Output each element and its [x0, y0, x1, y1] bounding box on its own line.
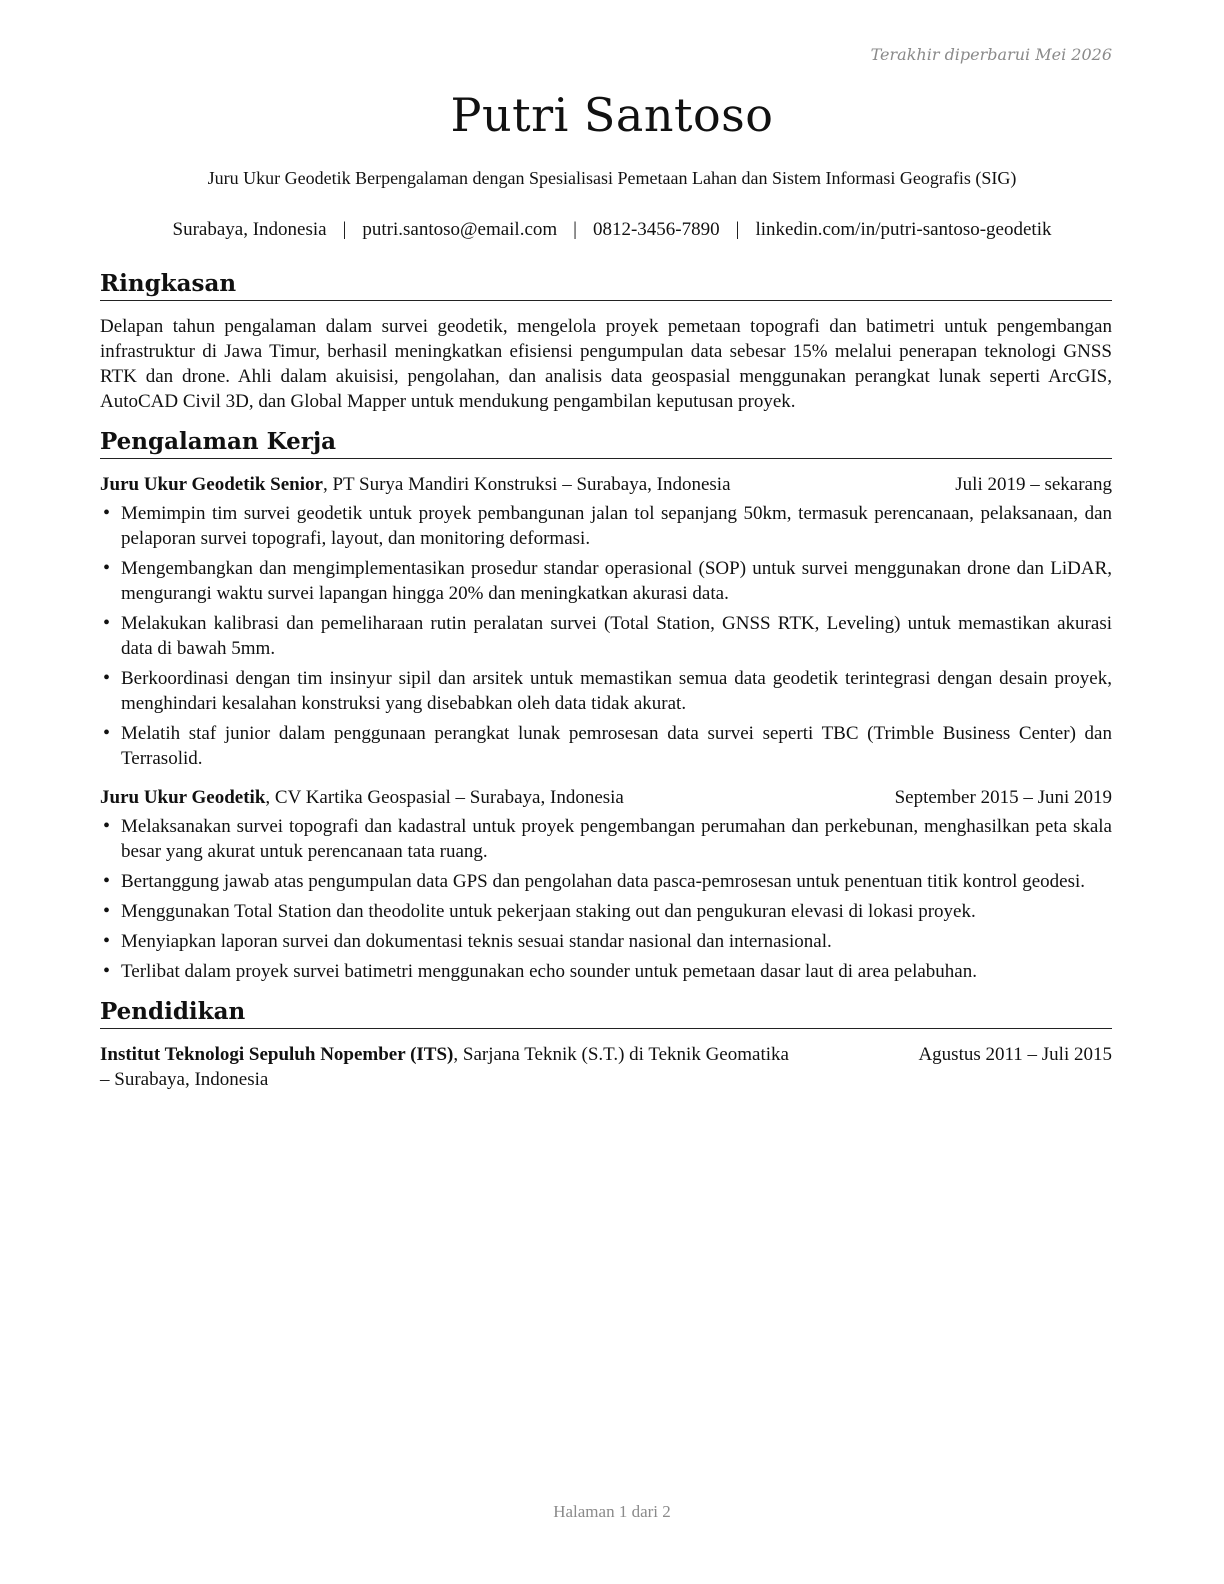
- section-title-experience: Pengalaman Kerja: [100, 428, 1112, 459]
- education-header: [100, 1042, 1112, 1067]
- bullet-item: • Terlibat dalam proyek survei batimetri menggunakan echo sounder untuk pemetaan dasar laut di area pelabuhan.: [100, 959, 1112, 984]
- contact-separator: |: [342, 219, 347, 240]
- education-degree: , Sarjana Teknik (S.T.) di Teknik Geomatika: [453, 1044, 789, 1065]
- education-institution: Institut Teknologi Sepuluh Nopember (ITS): [100, 1044, 454, 1065]
- job-entry: [100, 472, 1112, 771]
- resume-content: [100, 270, 1112, 1092]
- bullet-item: • Menggunakan Total Station dan theodolite untuk pekerjaan staking out dan pengukuran elevasi di lokasi proyek.: [100, 899, 1112, 924]
- job-entry: [100, 785, 1112, 984]
- contact-location: Surabaya, Indonesia: [172, 219, 327, 240]
- professional-tagline: Juru Ukur Geodetik Berpengalaman dengan Spesialisasi Pemetaan Lahan dan Sistem Informasi Geografis (SIG): [207, 168, 1017, 188]
- summary-text: Delapan tahun pengalaman dalam survei geodetik, mengelola proyek pemetaan topografi dan batimetri untuk pengembangan infrastruktur di Jawa Timur, berhasil meningkatkan efisiensi pengumpulan data sebesar 15% melalui penerapan teknologi GNSS RTK dan drone. Ahli dalam akuisisi, pengolahan, dan analisis data geospasial menggunakan perangkat lunak seperti ArcGIS, AutoCAD Civil 3D, dan Global Mapper untuk mendukung pengambilan keputusan proyek.: [100, 316, 1112, 412]
- job-company: , CV Kartika Geospasial – Surabaya, Indonesia: [265, 787, 624, 808]
- section-title-education: Pendidikan: [100, 998, 1112, 1029]
- job-title: Juru Ukur Geodetik Senior: [100, 474, 323, 495]
- job-header: [100, 785, 1112, 810]
- job-bullets: [100, 814, 1112, 984]
- contact-email[interactable]: putri.santoso@email.com: [362, 219, 558, 240]
- bullet-item: • Melaksanakan survei topografi dan kadastral untuk proyek pengembangan perumahan dan perkebunan, menghasilkan peta skala besar yang akurat untuk perencanaan tata ruang.: [100, 814, 1112, 864]
- contact-separator: |: [735, 219, 740, 240]
- section-title-summary: Ringkasan: [100, 270, 1112, 301]
- bullet-item: • Menyiapkan laporan survei dan dokumentasi teknis sesuai standar nasional dan internasional.: [100, 929, 1112, 954]
- job-bullets: [100, 501, 1112, 771]
- contact-phone[interactable]: 0812-3456-7890: [592, 219, 720, 240]
- bullet-item: • Memimpin tim survei geodetik untuk proyek pembangunan jalan tol sepanjang 50km, termasuk perencanaan, pelaksanaan, dan pelaporan survei topografi, layout, dan monitoring deformasi.: [100, 501, 1112, 551]
- education-dates: Agustus 2011 – Juli 2015: [918, 1044, 1112, 1065]
- education-location: – Surabaya, Indonesia: [100, 1069, 269, 1090]
- job-header: [100, 472, 1112, 497]
- candidate-name: Putri Santoso: [450, 88, 774, 142]
- bullet-item: • Mengembangkan dan mengimplementasikan prosedur standar operasional (SOP) untuk survei menggunakan drone dan LiDAR, mengurangi waktu survei lapangan hingga 20% dan meningkatkan akurasi data.: [100, 556, 1112, 606]
- contact-linkedin[interactable]: linkedin.com/in/putri-santoso-geodetik: [755, 219, 1052, 240]
- contact-separator: |: [573, 219, 577, 240]
- job-company: , PT Surya Mandiri Konstruksi – Surabaya, Indonesia: [322, 474, 731, 495]
- contact-line: [0, 219, 1224, 241]
- bullet-item: • Bertanggung jawab atas pengumpulan data GPS dan pengolahan data pasca-pemrosesan untuk penentuan titik kontrol geodesi.: [100, 869, 1112, 894]
- bullet-item: • Melatih staf junior dalam penggunaan perangkat lunak pemrosesan data survei seperti TBC (Trimble Business Center) dan Terrasolid.: [100, 721, 1112, 771]
- bullet-item: • Berkoordinasi dengan tim insinyur sipil dan arsitek untuk memastikan semua data geodetik terintegrasi dengan desain proyek, menghindari kesalahan konstruksi yang disebabkan oleh data tidak akurat.: [100, 666, 1112, 716]
- bullet-item: • Melakukan kalibrasi dan pemeliharaan rutin peralatan survei (Total Station, GNSS RTK, Leveling) untuk memastikan akurasi data di bawah 5mm.: [100, 611, 1112, 661]
- page-number: Halaman 1 dari 2: [553, 1502, 671, 1521]
- job-dates: Juli 2019 – sekarang: [955, 474, 1112, 495]
- job-title: Juru Ukur Geodetik: [100, 787, 266, 808]
- education-entry: [100, 1042, 1112, 1092]
- last-updated: Terakhir diperbarui Mei 2026: [870, 45, 1112, 64]
- job-dates: September 2015 – Juni 2019: [894, 787, 1112, 808]
